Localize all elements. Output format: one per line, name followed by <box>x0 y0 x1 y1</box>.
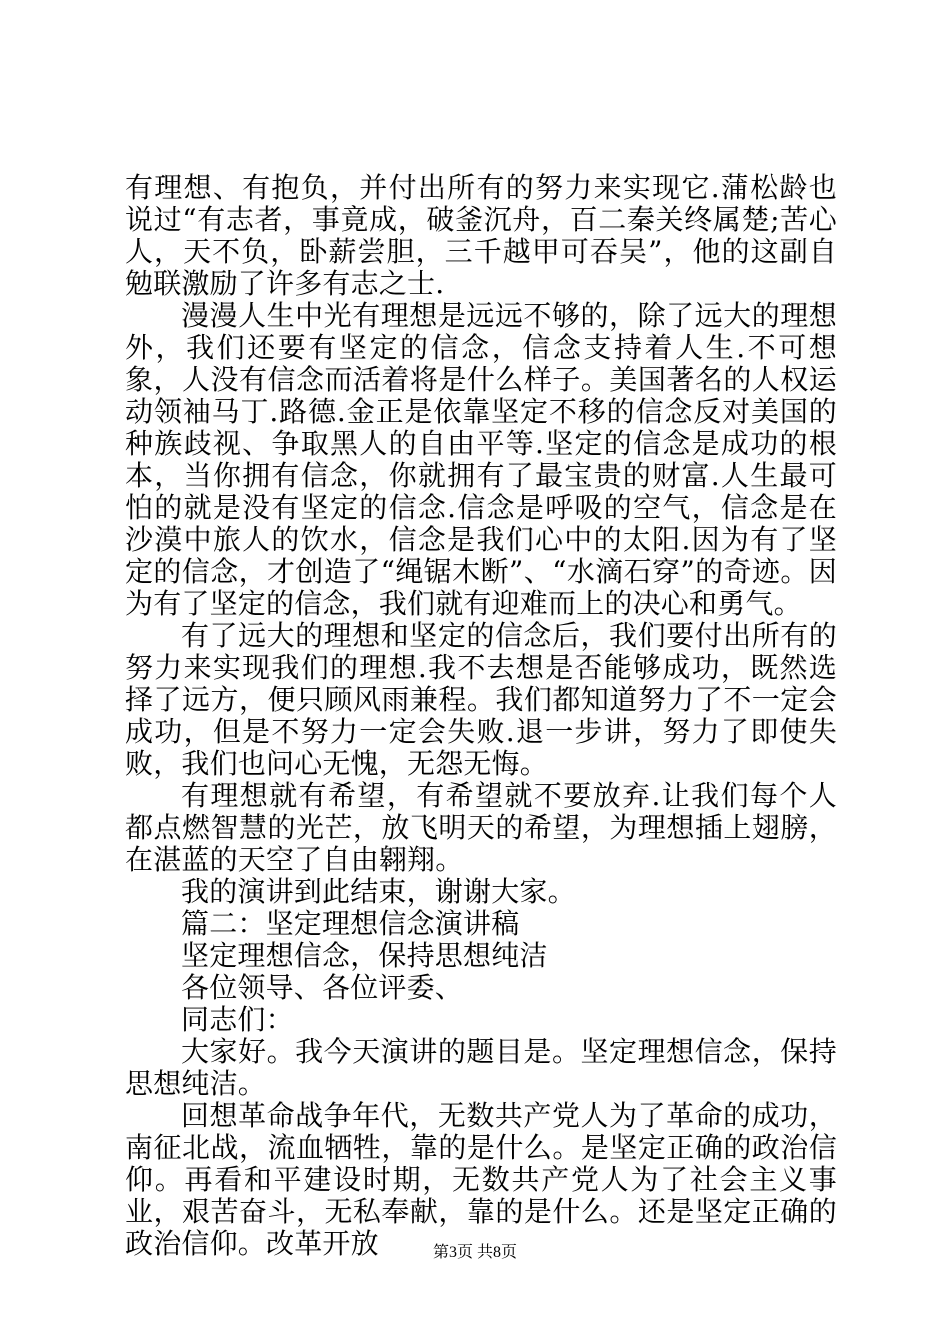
salutation-leaders: 各位领导、各位评委、 <box>181 971 464 1004</box>
section-heading: 篇二：坚定理想信念演讲稿 <box>181 907 520 940</box>
paragraph-3: 有了远大的理想和坚定的信念后，我们要付出所有的努力来实现我们的理想.我不去想是否能够成功，既然选择了远方，便只顾风雨兼程。我们都知道努力了不一定会成功，但是不努力一定会失败.退一步讲，努力了即使失败，我们也问心无愧，无怨无悔。 <box>125 619 837 780</box>
greeting-paragraph: 大家好。我今天演讲的题目是。坚定理想信念，保持思想纯洁。 <box>125 1035 837 1100</box>
page-number-footer: 第3页 共8页 <box>432 1244 517 1261</box>
paragraph-1: 有理想、有抱负，并付出所有的努力来实现它.蒲松龄也说过“有志者，事竟成，破釜沉舟，百二秦关终属楚;苦心人，天不负，卧薪尝胆，三千越甲可吞吴”，他的这副自勉联激励了许多有志之士. <box>125 171 837 300</box>
paragraph-2: 漫漫人生中光有理想是远远不够的，除了远大的理想外，我们还要有坚定的信念，信念支持着人生.不可想象，人没有信念而活着将是什么样子。美国著名的人权运动领袖马丁.路德.金正是依靠坚定不移的信念反对美国的种族歧视、争取黑人的自由平等.坚定的信念是成功的根本，当你拥有信念，你就拥有了最宝贵的财富.人生最可怕的就是没有坚定的信念.信念是呼吸的空气，信念是在沙漠中旅人的饮水，信念是我们心中的太阳.因为有了坚定的信念，才创造了“绳锯木断”、“水滴石穿”的奇迹。因为有了坚定的信念，我们就有迎难而上的决心和勇气。 <box>125 299 837 620</box>
speech-title: 坚定理想信念，保持思想纯洁 <box>181 939 548 972</box>
closing-line: 我的演讲到此结束，谢谢大家。 <box>181 875 576 908</box>
paragraph-4: 有理想就有希望，有希望就不要放弃.让我们每个人都点燃智慧的光芒，放飞明天的希望，为理想插上翅膀，在湛蓝的天空了自由翱翔。 <box>125 779 837 876</box>
salutation-comrades: 同志们： <box>181 1003 294 1036</box>
body-paragraph: 回想革命战争年代，无数共产党人为了革命的成功，南征北战，流血牺牲，靠的是什么。是坚定正确的政治信仰。再看和平建设时期，无数共产党人为了社会主义事业，艰苦奋斗，无私奉献，靠的是什么。还是坚定正确的政治信仰。改革开放 <box>125 1099 837 1260</box>
document-body <box>125 172 837 1260</box>
